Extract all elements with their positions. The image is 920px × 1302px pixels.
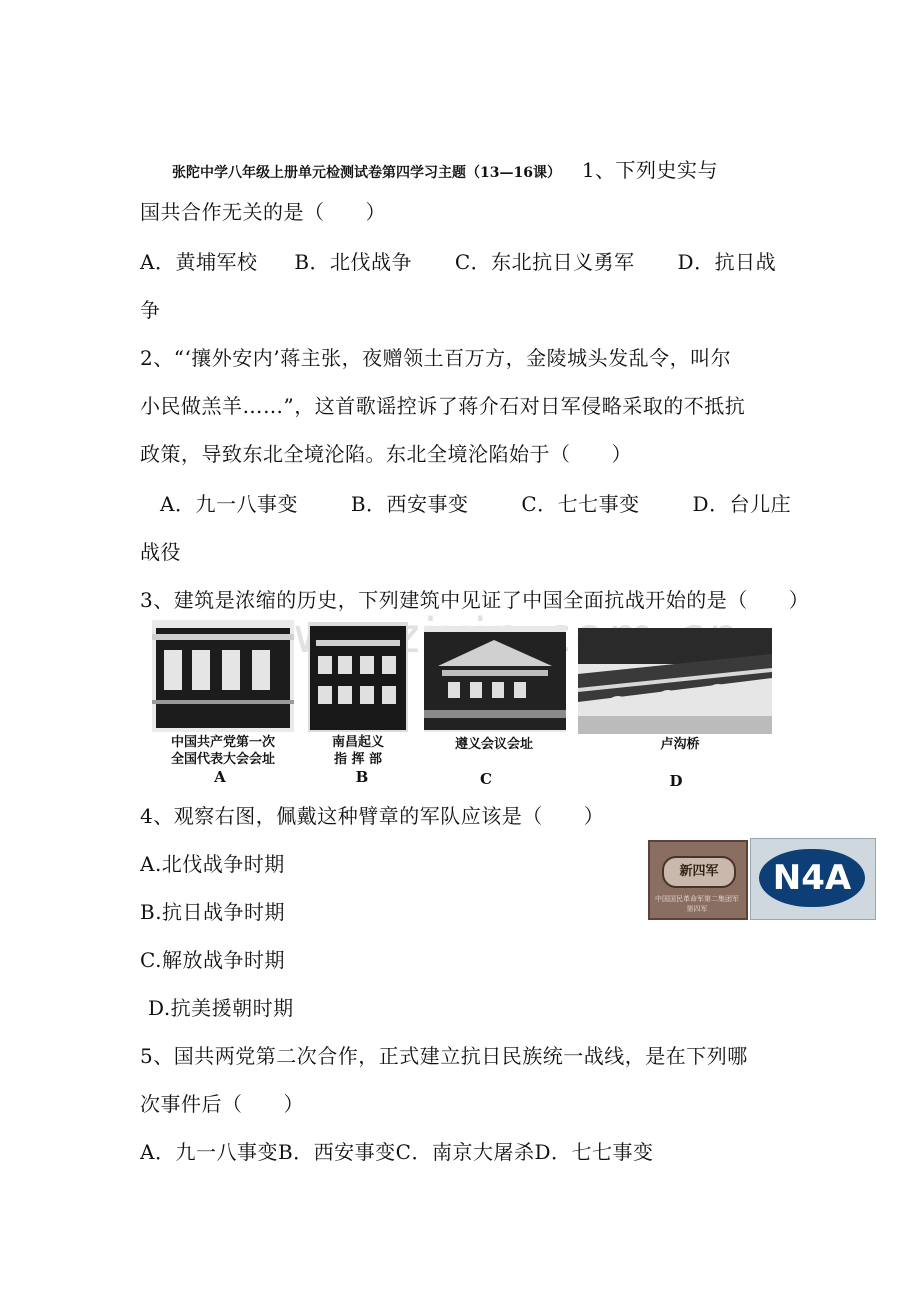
- q5-line-2: 次事件后（ ）: [140, 1092, 304, 1116]
- q5-option-c: C．南京大屠杀: [395, 1140, 535, 1164]
- q5-options: [140, 1136, 654, 1165]
- q2-line-2: 小民做羔羊……”，这首歌谣控诉了蒋介石对日军侵略采取的不抵抗: [140, 394, 746, 418]
- caption-line: 南昌起义: [331, 735, 384, 750]
- armband-subtext: 中国国民革命军第二集团军第四军: [655, 895, 739, 913]
- q2-options: [160, 488, 791, 517]
- photo-b-caption: [310, 734, 406, 768]
- caption-line: 指 挥 部: [333, 752, 383, 767]
- caption-line: 全国代表大会会址: [170, 752, 275, 767]
- n4a-label: N4A: [759, 849, 865, 907]
- q4-text: 4、观察右图，佩戴这种臂章的军队应该是（ ）: [140, 804, 605, 828]
- header-line: [172, 154, 718, 183]
- q1-option-b: B．北伐战争: [294, 250, 413, 274]
- q2-option-b: B．西安事变: [350, 492, 469, 516]
- photo-a-caption: [150, 734, 296, 768]
- q4-option-d: D.抗美援朝时期: [148, 996, 294, 1020]
- q5-option-a: A．九一八事变: [140, 1140, 278, 1164]
- photo-c-caption: 遵义会议会址: [454, 737, 533, 752]
- building-image: [308, 622, 408, 732]
- school-title: 张陀中学八年级上册单元检测试卷第四学习主题（13—16课）: [172, 165, 561, 181]
- photo-d-caption: 卢沟桥: [660, 737, 700, 752]
- q2-line-1: 2、“‘攘外安内’蒋主张，夜赠领土百万方，金陵城头发乱令，叫尔: [140, 346, 732, 370]
- photo-b-letter: B: [355, 768, 369, 786]
- q4-option-c: C.解放战争时期: [140, 948, 285, 972]
- photo-lugou-bridge: [578, 628, 772, 734]
- q1-option-a: A．黄埔军校: [140, 250, 258, 274]
- armband-label: 新四军: [662, 856, 736, 888]
- q4-option-a: A.北伐战争时期: [140, 852, 285, 876]
- q2-option-c: C．七七事变: [521, 492, 640, 516]
- q1-option-d: D．抗日战: [677, 250, 777, 274]
- q1-start: 1、下列史实与: [581, 158, 719, 182]
- q1-options: [140, 246, 776, 275]
- building-image: [424, 626, 566, 732]
- photo-d-letter: D: [669, 772, 683, 790]
- bridge-image: [578, 628, 772, 734]
- q2-line-3: 政策，导致东北全境沦陷。东北全境沦陷始于（ ）: [140, 442, 632, 466]
- q2-option-d: D．台儿庄: [692, 492, 792, 516]
- building-image: [152, 620, 294, 732]
- photo-nanchang-hq: [308, 622, 408, 732]
- q5-line-1: 5、国共两党第二次合作，正式建立抗日民族统一战线，是在下列哪: [140, 1044, 748, 1068]
- q4-option-b: B.抗日战争时期: [140, 900, 286, 924]
- q2-option-a: A．九一八事变: [160, 492, 298, 516]
- q5-option-d: D．七七事变: [534, 1140, 654, 1164]
- caption-line: 中国共产党第一次: [170, 735, 275, 750]
- q5-option-b: B．西安事变: [277, 1140, 396, 1164]
- photo-first-congress-site: [152, 620, 294, 732]
- photo-zunyi-site: [424, 626, 566, 732]
- photo-c-letter: C: [480, 770, 492, 788]
- q1-tail: 争: [140, 298, 161, 322]
- q1-option-c: C．东北抗日义勇军: [454, 250, 635, 274]
- q3-text: 3、建筑是浓缩的历史，下列建筑中见证了中国全面抗战开始的是（ ）: [140, 588, 810, 612]
- q2-tail: 战役: [140, 540, 181, 564]
- q1-text: 国共合作无关的是（ ）: [140, 200, 386, 224]
- photo-a-letter: A: [214, 768, 226, 786]
- armband-new-fourth-army: [648, 840, 748, 920]
- armband-n4a: [750, 838, 876, 920]
